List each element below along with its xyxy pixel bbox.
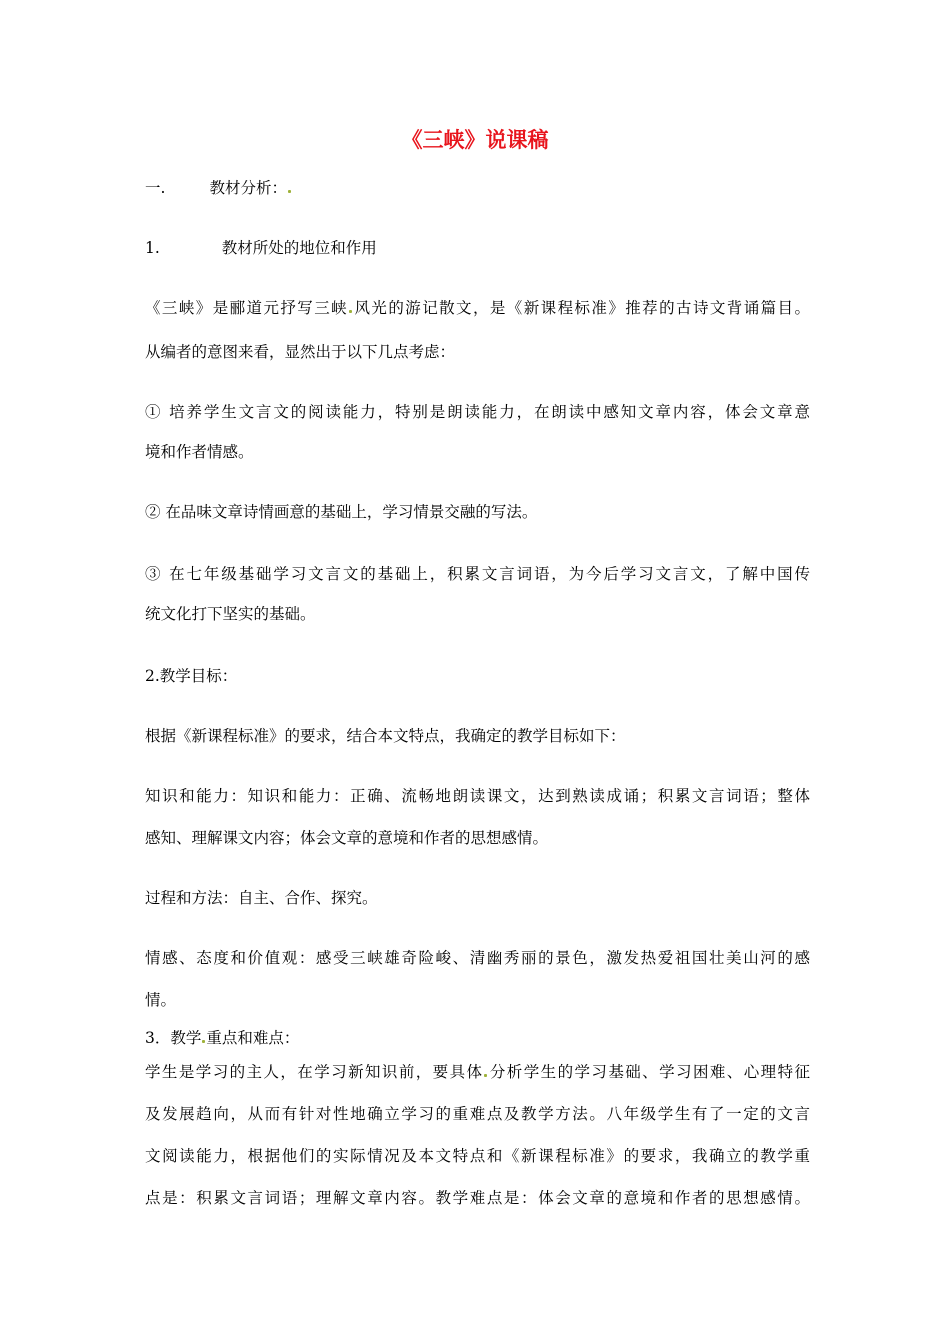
list-item-line: ① 培养学生文言文的阅读能力，特别是朗读能力，在朗读中感知文章内容，体会文章意 <box>145 403 810 421</box>
paragraph-line: 及发展趋向，从而有针对性地确立学习的重难点及教学方法。八年级学生有了一定的文言 <box>145 1105 810 1123</box>
paragraph-line: 知识和能力：知识和能力：正确、流畅地朗读课文，达到熟读成诵；积累文言词语；整体 <box>145 787 810 805</box>
section-number: 一. <box>145 179 166 197</box>
list-item-line: ② 在品味文章诗情画意的基础上，学习情景交融的写法。 <box>145 503 538 521</box>
list-item-line: 境和作者情感。 <box>145 443 254 461</box>
paragraph-line <box>145 298 810 318</box>
text-run: 3．教学 <box>145 1029 202 1047</box>
subsection-number: 1. <box>145 239 160 257</box>
section-heading-1 <box>145 178 810 198</box>
paragraph-line: 感知、理解课文内容；体会文章的意境和作者的思想感情。 <box>145 829 549 847</box>
paragraph-line: 从编者的意图来看，显然出于以下几点考虑： <box>145 343 456 361</box>
list-item-line: ③ 在七年级基础学习文言文的基础上，积累文言词语，为今后学习文言文，了解中国传 <box>145 565 810 583</box>
subsection-heading-3 <box>145 1028 810 1048</box>
list-item-line: 统文化打下坚实的基础。 <box>145 605 316 623</box>
text-run: 风光的游记散文，是《新课程标准》推荐的古诗文背诵篇目。 <box>353 299 810 317</box>
section-heading-text: 教材分析： <box>209 179 287 197</box>
mark-dot <box>484 1074 487 1077</box>
text-run: 学生是学习的主人，在学习新知识前，要具体 <box>145 1063 484 1081</box>
mark-dot <box>202 1040 205 1043</box>
paragraph-line: 过程和方法：自主、合作、探究。 <box>145 889 378 907</box>
paragraph-line: 情感、态度和价值观：感受三峡雄奇险峻、清幽秀丽的景色，激发热爱祖国壮美山河的感 <box>145 949 810 967</box>
subsection-heading-2: 2.教学目标： <box>145 667 238 685</box>
text-run: 重点和难点： <box>206 1029 300 1047</box>
paragraph-line: 文阅读能力，根据他们的实际情况及本文特点和《新课程标准》的要求，我确立的教学重 <box>145 1147 810 1165</box>
subsection-heading-text: 教材所处的地位和作用 <box>221 239 377 257</box>
document-title: 《三峡》说课稿 <box>401 128 549 152</box>
mark-dot <box>288 190 291 193</box>
paragraph-line: 点是：积累文言词语；理解文章内容。教学难点是：体会文章的意境和作者的思想感情。 <box>145 1189 810 1207</box>
subsection-heading-1 <box>145 238 810 258</box>
text-run: 《三峡》是郦道元抒写三峡 <box>145 299 349 317</box>
paragraph-line <box>145 1062 810 1082</box>
mark-dot <box>349 310 352 313</box>
paragraph-line: 情。 <box>145 991 177 1009</box>
text-run: 分析学生的学习基础、学习困难、心理特征 <box>488 1063 810 1081</box>
paragraph-line: 根据《新课程标准》的要求，结合本文特点，我确定的教学目标如下： <box>145 727 626 745</box>
